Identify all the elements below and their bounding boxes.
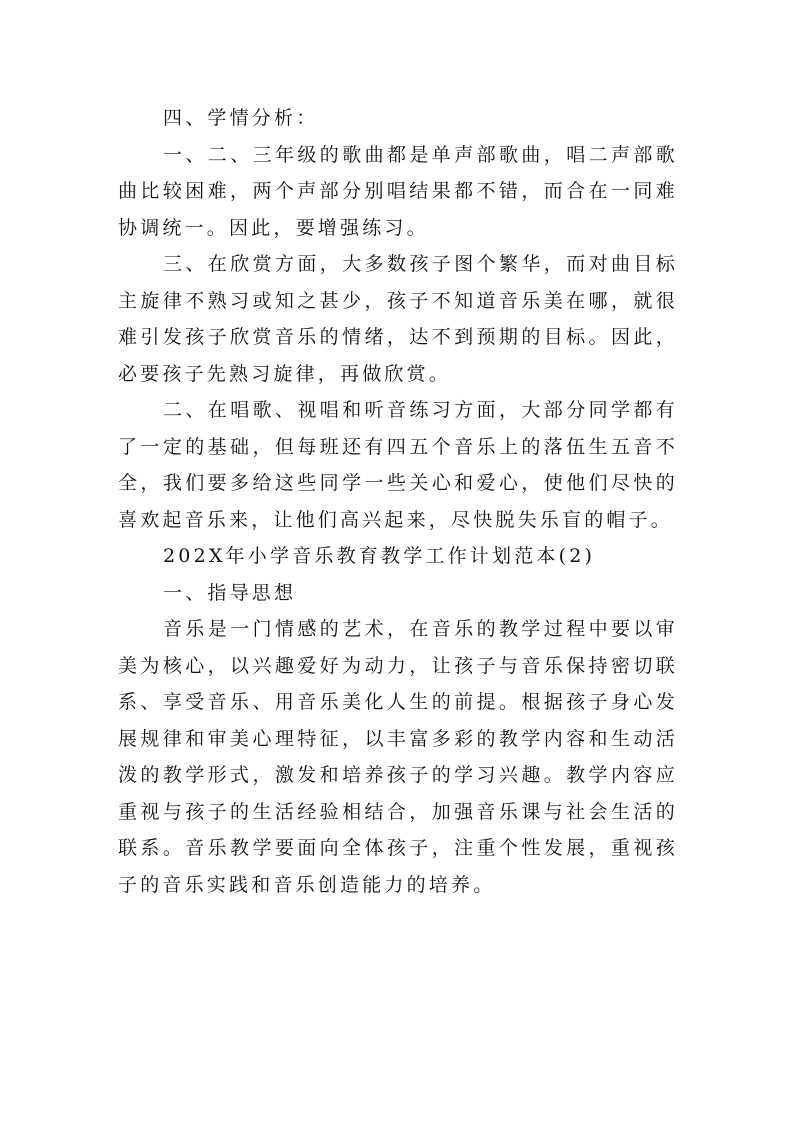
section-heading-guiding-ideology: 一、指导思想 <box>163 581 297 604</box>
document-body <box>118 100 678 903</box>
paragraph-appreciation: 三、在欣赏方面，大多数孩子图个繁华，而对曲目标主旋律不熟习或知之甚少，孩子不知道音乐美在哪，就很难引发孩子欣赏音乐的情绪，达不到预期的目标。因此，必要孩子先熟习旋律，再做欣赏。 <box>118 253 678 385</box>
document-subtitle: 202X年小学音乐教育教学工作计划范本(2) <box>163 545 596 567</box>
paragraph-two-part-singing: 一、二、三年级的歌曲都是单声部歌曲，唱二声部歌曲比较困难，两个声部分别唱结果都不错，而合在一同难协调统一。因此，要增强练习。 <box>118 143 678 239</box>
paragraph-music-art: 音乐是一门情感的艺术，在音乐的教学过程中要以审美为核心，以兴趣爱好为动力，让孩子与音乐保持密切联系、享受音乐、用音乐美化人生的前提。根据孩子身心发展规律和审美心理特征，以丰富多彩的教学内容和生动活泼的教学形式，激发和培养孩子的学习兴趣。教学内容应重视与孩子的生活经验相结合，加强音乐课与社会生活的联系。音乐教学要面向全体孩子，注重个性发展，重视孩子的音乐实践和音乐创造能力的培养。 <box>118 618 678 896</box>
section-heading-student-analysis: 四、学情分析： <box>163 107 319 129</box>
paragraph-singing-practice: 二、在唱歌、视唱和听音练习方面，大部分同学都有了一定的基础，但每班还有四五个音乐上的落伍生五音不全，我们要多给这些同学一些关心和爱心，使他们尽快的喜欢起音乐来，让他们高兴起来，尽快脱失乐盲的帽子。 <box>118 399 678 531</box>
